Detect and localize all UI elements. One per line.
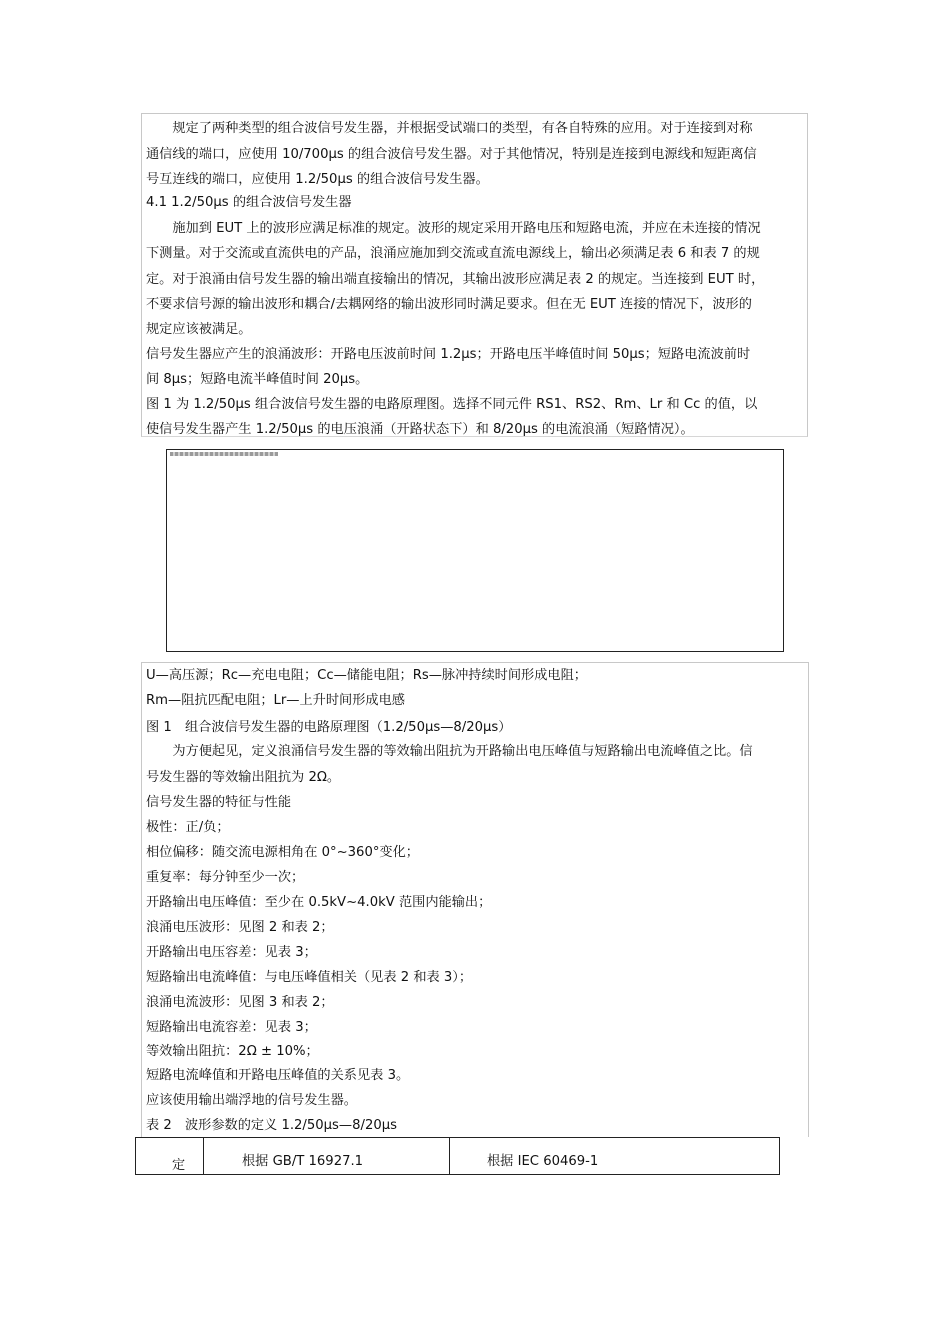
text-line: 号互连线的端口，应使用 1.2/50μs 的组合波信号发生器。 [146, 172, 489, 187]
circuit-figure-placeholder [166, 449, 784, 652]
text-line: 定。对于浪涌由信号发生器的输出端直接输出的情况，其输出波形应满足表 2 的规定。当连接到 EUT 时， [146, 272, 765, 287]
spec-item: 浪涌电流波形：见图 3 和表 2； [146, 995, 334, 1010]
broken-image-icon [170, 452, 278, 456]
spec-item: 短路输出电流容差：见表 3； [146, 1020, 317, 1035]
table-cell [450, 1138, 779, 1174]
spec-item: 应该使用输出端浮地的信号发生器。 [146, 1093, 357, 1108]
text-line: 规定应该被满足。 [146, 322, 252, 337]
text-line: 号发生器的等效输出阻抗为 2Ω。 [146, 770, 341, 785]
text-line: 图 1 为 1.2/50μs 组合波信号发生器的电路原理图。选择不同元件 RS1、RS2、Rm、Lr 和 Cc 的值，以 [146, 397, 758, 412]
legend-line: U—高压源；Rc—充电电阻；Cc—储能电阻；Rs—脉冲持续时间形成电阻； [146, 668, 587, 683]
text-line: 规定了两种类型的组合波信号发生器，并根据受试端口的类型，有各自特殊的应用。对于连接到对称 [146, 121, 753, 136]
table-caption: 表 2 波形参数的定义 1.2/50μs—8/20μs [146, 1118, 397, 1133]
spec-item: 开路输出电压容差：见表 3； [146, 945, 317, 960]
text-line: 使信号发生器产生 1.2/50μs 的电压浪涌（开路状态下）和 8/20μs 的电流浪涌（短路情况）。 [146, 422, 694, 437]
text-line: 下测量。对于交流或直流供电的产品，浪涌应施加到交流或直流电源线上，输出必须满足表 6 和表 7 的规 [146, 246, 760, 261]
spec-text-block [141, 662, 809, 1137]
waveform-definition-table [135, 1137, 780, 1175]
spec-item: 相位偏移：随交流电源相角在 0°~360°变化； [146, 845, 419, 860]
spec-item: 极性：正/负； [146, 820, 230, 835]
text-line: 通信线的端口，应使用 10/700μs 的组合波信号发生器。对于其他情况，特别是连接到电源线和短距离信 [146, 147, 757, 162]
spec-item: 重复率：每分钟至少一次； [146, 870, 305, 885]
text-line: 间 8μs；短路电流半峰值时间 20μs。 [146, 372, 369, 387]
table-cell-text: 根据 GB/T 16927.1 [242, 1154, 364, 1169]
intro-text-block [141, 113, 808, 437]
legend-line: Rm—阻抗匹配电阻；Lr—上升时间形成电感 [146, 693, 405, 708]
text-line: 信号发生器的特征与性能 [146, 795, 292, 810]
table-cell-text: 根据 IEC 60469-1 [487, 1154, 599, 1169]
spec-item: 浪涌电压波形：见图 2 和表 2； [146, 920, 334, 935]
spec-item: 短路输出电流峰值：与电压峰值相关（见表 2 和表 3）； [146, 970, 473, 985]
spec-item: 开路输出电压峰值：至少在 0.5kV~4.0kV 范围内能输出； [146, 895, 492, 910]
table-cell [204, 1138, 450, 1174]
text-line: 不要求信号源的输出波形和耦合/去耦网络的输出波形同时满足要求。但在无 EUT 连接的情况下，波形的 [146, 297, 752, 312]
figure-caption: 图 1 组合波信号发生器的电路原理图（1.2/50μs—8/20μs） [146, 720, 512, 735]
spec-item: 等效输出阻抗：2Ω ± 10%； [146, 1044, 319, 1059]
spec-item: 短路电流峰值和开路电压峰值的关系见表 3。 [146, 1068, 410, 1083]
section-heading: 4.1 1.2/50μs 的组合波信号发生器 [146, 195, 352, 210]
text-line: 为方便起见，定义浪涌信号发生器的等效输出阻抗为开路输出电压峰值与短路输出电流峰值之比。信 [146, 744, 753, 759]
table-cell [136, 1138, 204, 1174]
text-line: 施加到 EUT 上的波形应满足标准的规定。波形的规定采用开路电压和短路电流，并应在未连接的情况 [146, 221, 761, 236]
text-line: 信号发生器应产生的浪涌波形：开路电压波前时间 1.2μs；开路电压半峰值时间 50μs；短路电流波前时 [146, 347, 751, 362]
table-cell-text: 定 [172, 1158, 186, 1173]
